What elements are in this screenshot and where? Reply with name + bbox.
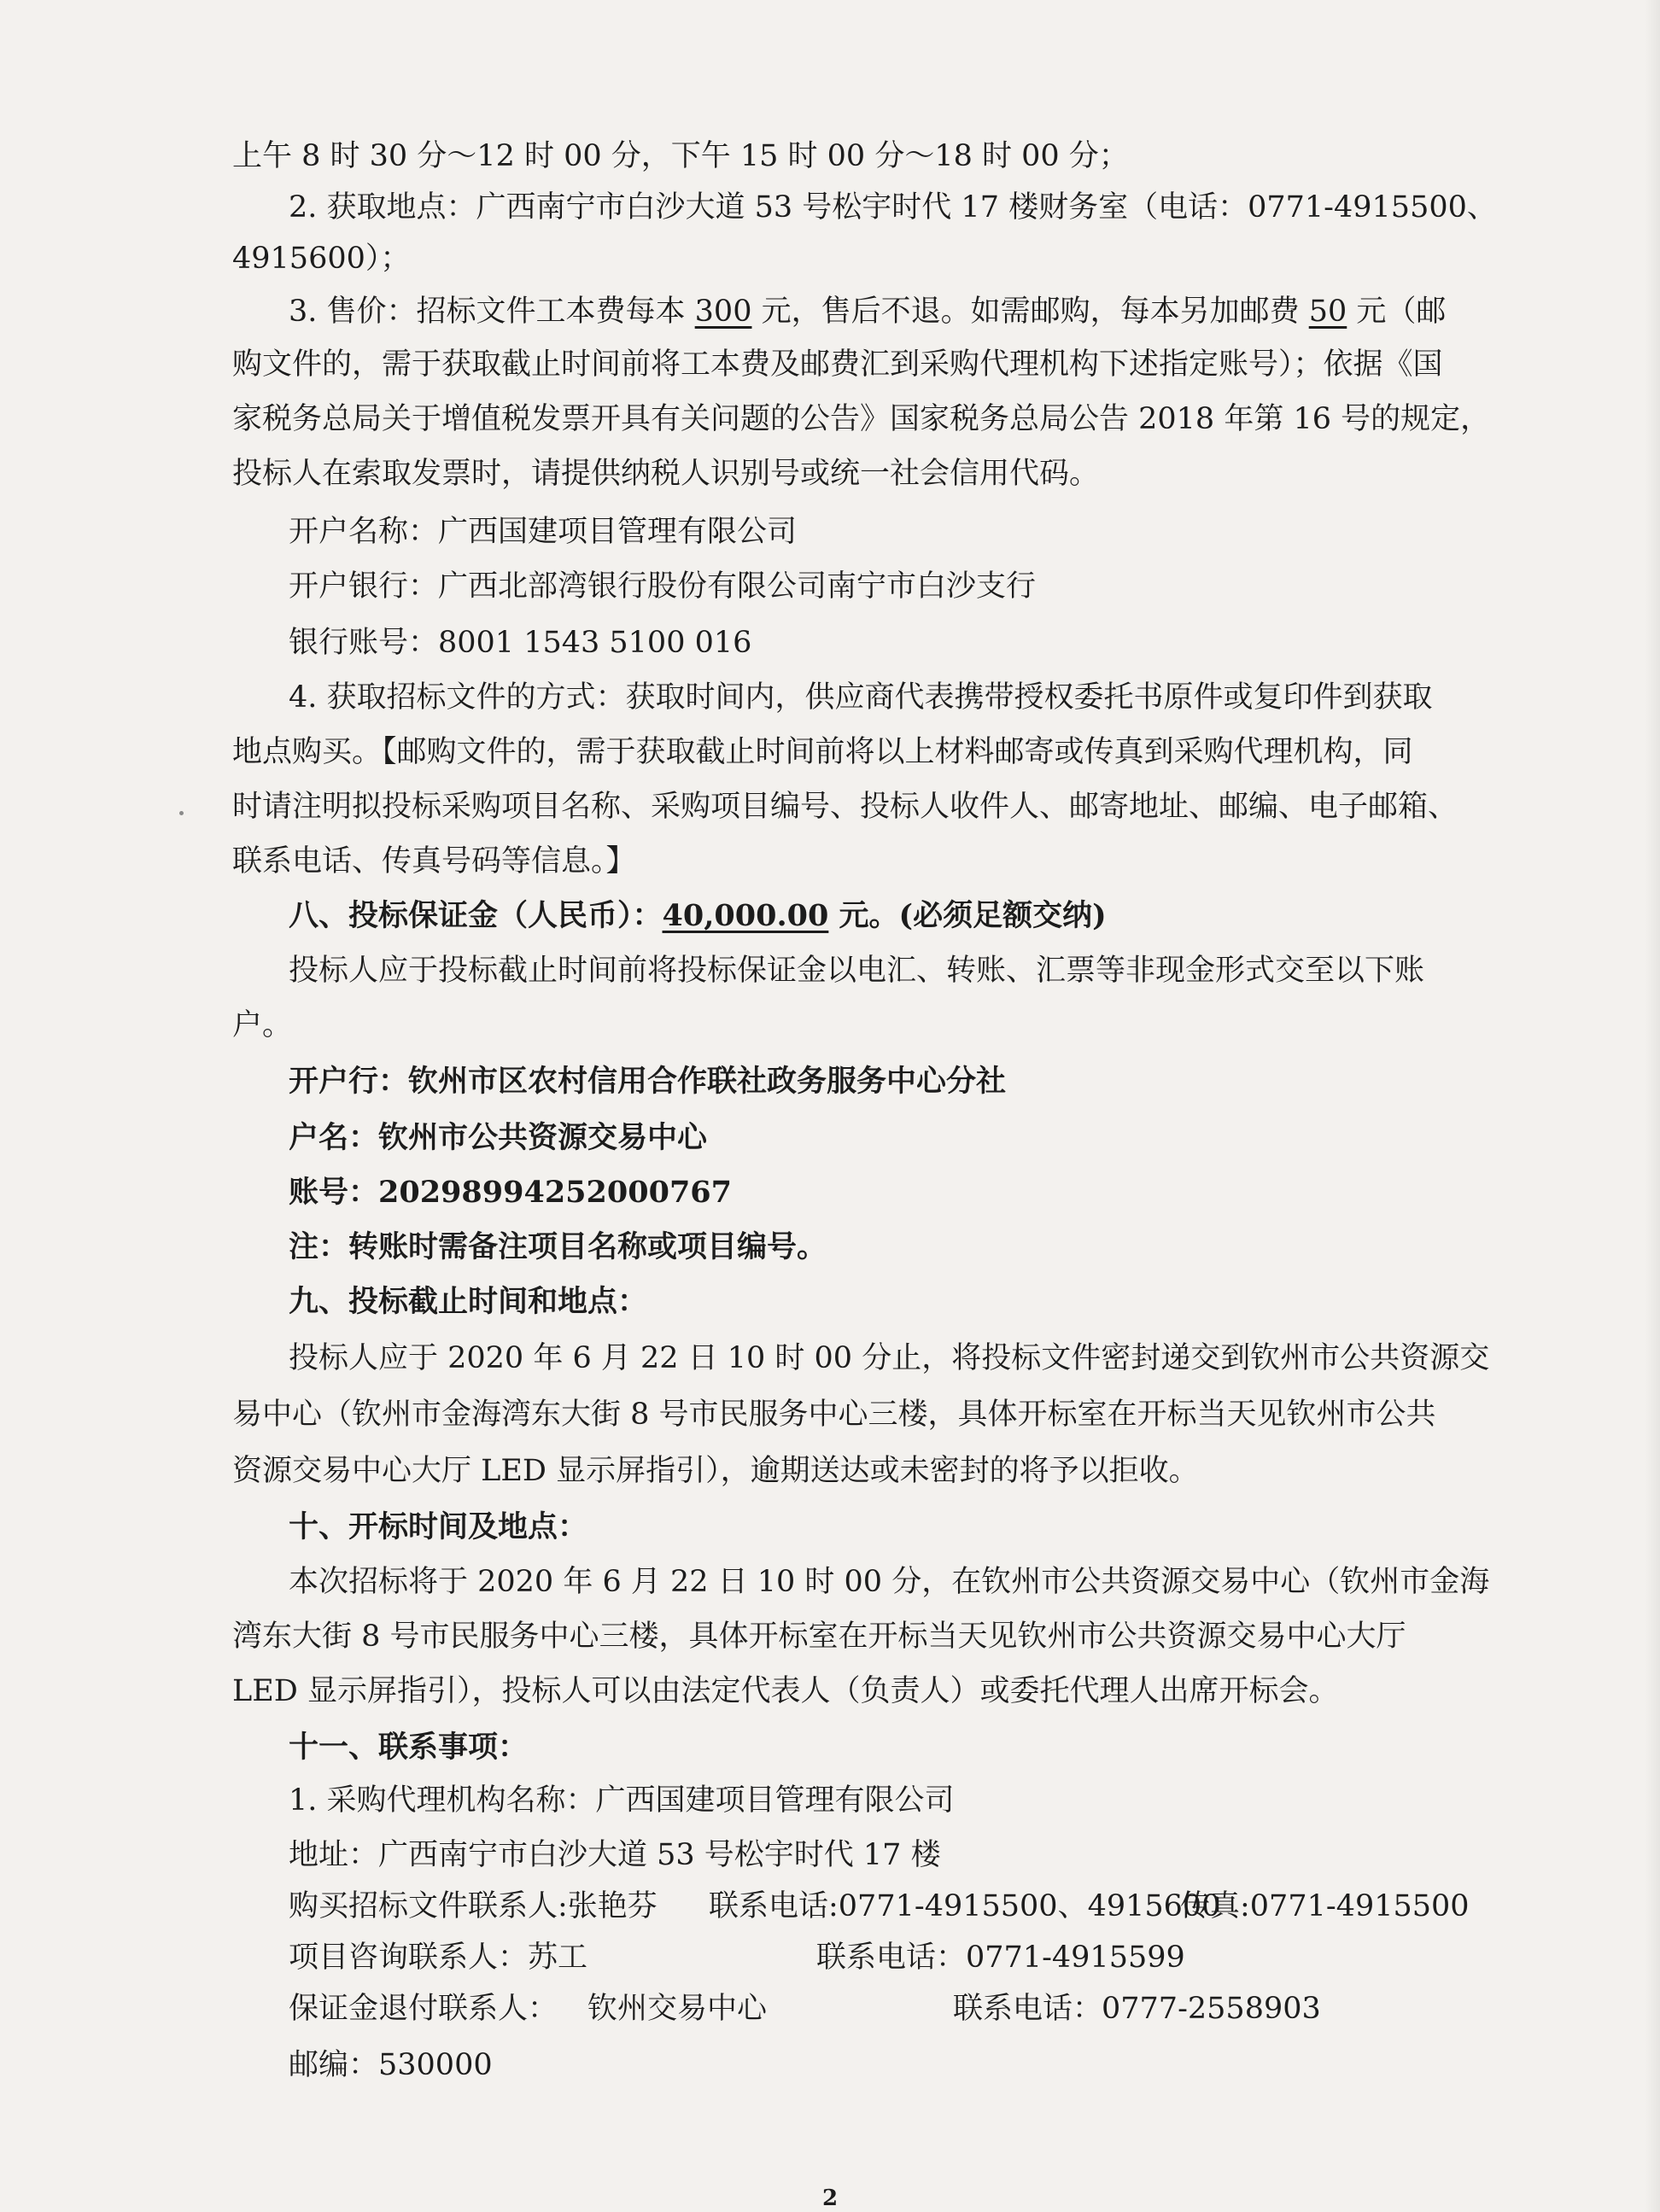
contact-purchase-person: 购买招标文件联系人:张艳芬 <box>289 1889 658 1923</box>
line-agency-name: 1. 采购代理机构名称：广西国建项目管理有限公司 <box>289 1783 955 1818</box>
contact-consult-phone: 联系电话：0771-4915599 <box>816 1941 1185 1975</box>
line-hours: 上午 8 时 30 分～12 时 00 分，下午 15 时 00 分～18 时 00 分； <box>232 139 1129 173</box>
line-deadline-cont-1: 易中心（钦州市金海湾东大街 8 号市民服务中心三楼，具体开标室在开标当天见钦州市公共 <box>232 1398 1436 1432</box>
price-label: 3. 售价：招标文件工本费每本 <box>289 295 695 329</box>
line-bond-bank: 开户行：钦州市区农村信用合作联社政务服务中心分社 <box>289 1064 1007 1099</box>
line-price-cont-1: 购文件的，需于获取截止时间前将工本费及邮费汇到采购代理机构下述指定账号）；依据《国 <box>232 347 1443 382</box>
line-bond-instruction-cont: 户。 <box>232 1008 293 1042</box>
line-phone-cont: 4915600）； <box>232 242 411 276</box>
contact-refund-phone-label: 联系电话： <box>953 1992 1103 2026</box>
line-bond-account-name: 户名：钦州市公共资源交易中心 <box>289 1120 708 1155</box>
line-bond-account-number: 账号：20298994252000767 <box>289 1175 733 1210</box>
price-tail: 元（邮 <box>1347 295 1447 329</box>
contact-consult-person: 项目咨询联系人：苏工 <box>289 1941 588 1975</box>
postage-label: 元，售后不退。如需邮购，每本另加邮费 <box>751 295 1309 329</box>
heading-opening: 十、开标时间及地点： <box>289 1509 588 1544</box>
line-opening-cont-2: LED 显示屏指引），投标人可以由法定代表人（负责人）或委托代理人出席开标会。 <box>232 1674 1339 1708</box>
heading-deadline: 九、投标截止时间和地点： <box>289 1284 648 1319</box>
line-account-number: 银行账号：8001 1543 5100 016 <box>289 626 752 660</box>
line-account-name: 开户名称：广西国建项目管理有限公司 <box>289 515 798 549</box>
line-deadline-cont-2: 资源交易中心大厅 LED 显示屏指引），逾期送达或未密封的将予以拒收。 <box>232 1454 1199 1488</box>
contact-purchase-phone: 联系电话:0771-4915500、4915600 <box>709 1889 1221 1923</box>
line-price-cont-3: 投标人在索取发票时，请提供纳税人识别号或统一社会信用代码。 <box>232 457 1100 491</box>
line-deadline: 投标人应于 2020 年 6 月 22 日 10 时 00 分止，将投标文件密封递交到钦州市公共资源交 <box>289 1341 1490 1375</box>
line-method-cont-2: 时请注明拟投标采购项目名称、采购项目编号、投标人收件人、邮寄地址、邮编、电子邮箱、 <box>232 790 1458 824</box>
line-opening-cont-1: 湾东大街 8 号市民服务中心三楼，具体开标室在开标当天见钦州市公共资源交易中心大厅 <box>232 1620 1406 1654</box>
contact-refund-phone: 0777-2558903 <box>1102 1992 1321 2026</box>
postage-value: 50 <box>1308 295 1347 329</box>
line-price-cont-2: 家税务总局关于增值税发票开具有关问题的公告》国家税务总局公告 2018 年第 16 号的规定， <box>232 402 1491 436</box>
line-bond-note: 注：转账时需备注项目名称或项目编号。 <box>289 1229 827 1264</box>
line-method-cont-1: 地点购买。【邮购文件的，需于获取截止时间前将以上材料邮寄或传真到采购代理机构，同 <box>232 735 1413 769</box>
heading-contacts: 十一、联系事项： <box>289 1730 529 1765</box>
line-method: 4. 获取招标文件的方式：获取时间内，供应商代表携带授权委托书原件或复印件到获取 <box>289 680 1433 715</box>
bid-bond-tail: 元。(必须足额交纳) <box>828 898 1107 933</box>
bid-bond-amount: 40,000.00 <box>662 898 829 933</box>
line-agency-address: 地址：广西南宁市白沙大道 53 号松宇时代 17 楼 <box>289 1838 941 1872</box>
price-value: 300 <box>694 295 752 329</box>
page-number: 2 <box>821 2186 839 2211</box>
heading-bid-bond <box>289 895 1107 937</box>
line-account-bank: 开户银行：广西北部湾银行股份有限公司南宁市白沙支行 <box>289 569 1037 604</box>
line-postcode: 邮编：530000 <box>289 2048 493 2082</box>
line-location: 2. 获取地点：广西南宁市白沙大道 53 号松宇时代 17 楼财务室（电话：0771-4915500、 <box>289 190 1497 225</box>
scan-edge-shadow <box>1645 0 1660 2212</box>
line-method-cont-3: 联系电话、传真号码等信息。】 <box>232 844 636 878</box>
line-bond-instruction: 投标人应于投标截止时间前将投标保证金以电汇、转账、汇票等非现金形式交至以下账 <box>289 954 1425 988</box>
line-opening: 本次招标将于 2020 年 6 月 22 日 10 时 00 分，在钦州市公共资源交易中心（钦州市金海 <box>289 1565 1490 1599</box>
contact-purchase-fax: 传真:0771-4915500 <box>1180 1889 1470 1923</box>
scan-speck <box>179 811 184 815</box>
line-price <box>289 290 1446 333</box>
contact-refund-label: 保证金退付联系人： <box>289 1992 558 2026</box>
bid-bond-label: 八、投标保证金（人民币）： <box>289 898 663 933</box>
contact-refund-org: 钦州交易中心 <box>587 1992 768 2026</box>
